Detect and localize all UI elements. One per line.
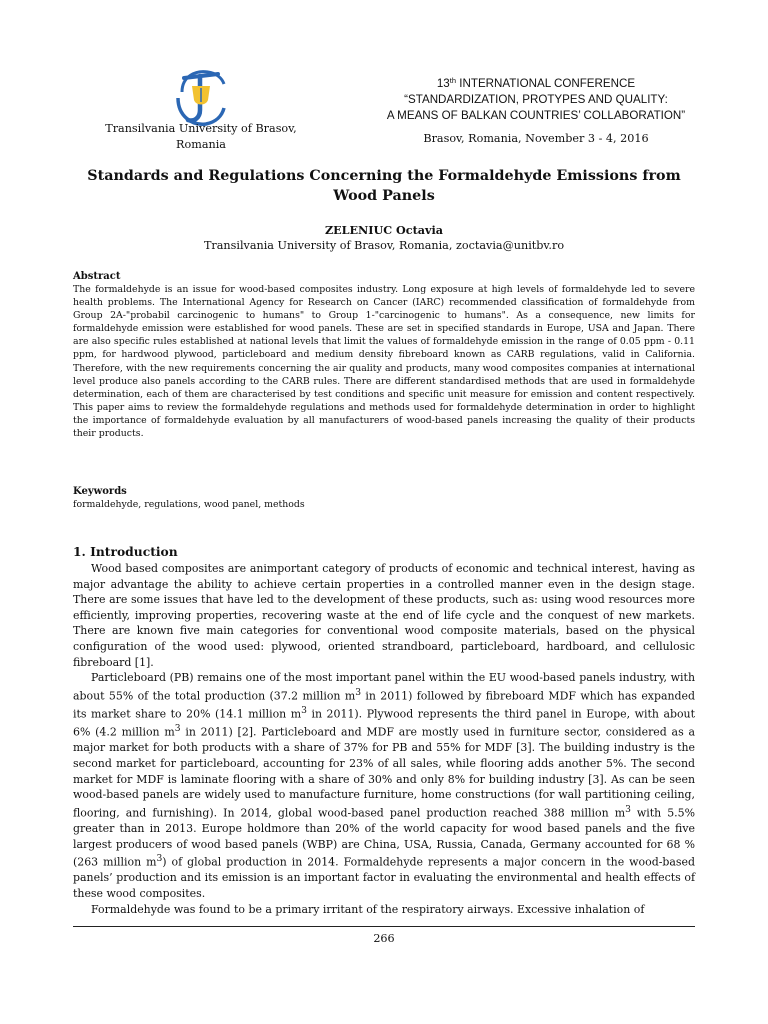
paragraph-3: Formaldehyde was found to be a primary irritant of the respiratory airways. Excessive inhalation of	[91, 902, 645, 916]
author-block	[60, 222, 708, 254]
superscript-3: 3	[625, 804, 631, 815]
keywords-heading: Keywords	[73, 486, 127, 497]
paragraph-2-part-e: with 5.5% greater than in 2013. Europe holdmore than 20% of the world capacity for wood based panels and the five largest producers of wood based panels (WBP) are China, USA, Russia, Canada, Germany accounted for 68 % (263 million m	[73, 806, 695, 869]
university-line-2: Romania	[176, 138, 226, 151]
abstract-heading: Abstract	[73, 271, 121, 282]
keywords-section	[73, 485, 695, 511]
superscript-3: 3	[301, 705, 307, 716]
superscript-3: 3	[174, 724, 181, 735]
conference-header	[336, 73, 736, 147]
paragraph-2-part-f: ) of global production in 2014. Formaldehyde represents a major concern in the wood-based panels’ production and its emission is an important factor in evaluating the environmental and health effects of these wood composites.	[73, 855, 695, 901]
superscript-3: 3	[355, 687, 362, 698]
paragraph-2-part-c: in 2011). Plywood represents the third panel in Europe, with about 6% (4.2 million m	[73, 707, 695, 739]
university-line-1: Transilvania University of Brasov,	[105, 122, 297, 135]
university-logo-icon	[170, 66, 230, 128]
paragraph-2-part-a: Particleboard (PB) remains one of the most important panel within the EU wood-based panels industry, with about 55% of the total production (37.2 million m	[73, 671, 695, 703]
paragraph-2-part-b: in 2011) followed by fibreboard MDF which has expanded its market share to 20% (14.1 million m	[73, 689, 696, 721]
conference-number: 13	[436, 77, 450, 90]
introduction-body	[73, 561, 695, 917]
introduction-section	[73, 544, 695, 917]
page-number: 266	[373, 932, 395, 945]
introduction-heading: 1. Introduction	[73, 544, 178, 559]
paragraph-2-part-d: in 2011) [2]. Particleboard and MDF are mostly used in furniture sector, considered as a major market for both products with a share of 37% for PB and 55% for MDF [3]. The building industry is the second market for particleboard, accounting for 23% of all sales, while flooring adds another 5%. The second market for MDF is laminate flooring with a share of 30% and only 8% for building industry [3]. As can be seen wood-based panels are widely used to manufacture furniture, home constructions (for wall partitioning ceiling, flooring, and furnishing). In 2014, global wood-based panel production reached 388 million m	[73, 725, 695, 820]
abstract-text: The formaldehyde is an issue for wood-based composites industry. Long exposure at high levels of formaldehyde led to severe health problems. The International Agency for Research on Cancer (IARC) recommended classification of formaldehyde from Group 2A-"probabil carcinogenic to humans" to Group 1-"carcinogenic to humans". As a consequence, new limits for formaldehyde emission were established for wood panels. These are set in specified standards in Europe, USA and Japan. There are also specific rules established at national levels that limit the values of formaldehyde emission in the range of 0.05 ppm - 0.11 ppm, for hardwood plywood, particleboard and medium density fibreboard known as CARB regulations, valid in California. Therefore, with the new requirements concerning the air quality and products, many wood composites companies at international level produce also panels according to the CARB rules. There are different standardised methods that are used in formaldehyde determination, each of them are characterised by test conditions and specific unit measure for emission and content respectively. This paper aims to review the formaldehyde regulations and methods used for formaldehyde determination in order to highlight the importance of formaldehyde evaluation by all manufacturers of wood-based panels increasing the quality of their products their products.	[73, 284, 695, 440]
paragraph-2	[73, 670, 695, 902]
author-affiliation: Transilvania University of Brasov, Romania, zoctavia@unitbv.ro	[203, 239, 565, 252]
footer-rule	[73, 926, 695, 927]
conference-line-3: A MEANS OF BALKAN COUNTRIES’ COLLABORATION”	[386, 109, 686, 122]
abstract-section	[73, 270, 695, 440]
conference-line-2: “STANDARDIZATION, PROTYPES AND QUALITY:	[404, 93, 668, 106]
paper-title-line-2: Wood Panels	[333, 188, 435, 204]
paper-title-line-1: Standards and Regulations Concerning the Formaldehyde Emissions from	[87, 168, 681, 184]
keywords-text: formaldehyde, regulations, wood panel, methods	[73, 499, 305, 510]
conference-number-suffix: th	[449, 76, 457, 85]
paragraph-1: Wood based composites are animportant category of products of economic and technical interest, having as major advantage the ability to achieve certain properties in a controlled manner even in the design stage. There are some issues that have led to the development of these products, such as: using wood resources more efficiently, improving properties, recovering waste at the end of life cycle and the conquest of new markets. There are known five main categories for conventional wood composite materials, based on the physical configuration of the wood used: plywood, oriented strandboard, particleboard, hardboard, and cellulosic fibreboard [1].	[73, 562, 695, 669]
author-name: ZELENIUC Octavia	[324, 223, 444, 237]
paper-title	[60, 166, 708, 206]
conference-line-1	[336, 73, 736, 92]
conference-date: Brasov, Romania, November 3 - 4, 2016	[423, 132, 649, 145]
superscript-3: 3	[156, 854, 163, 865]
conference-name: INTERNATIONAL CONFERENCE	[459, 77, 636, 90]
university-affiliation	[88, 121, 314, 153]
